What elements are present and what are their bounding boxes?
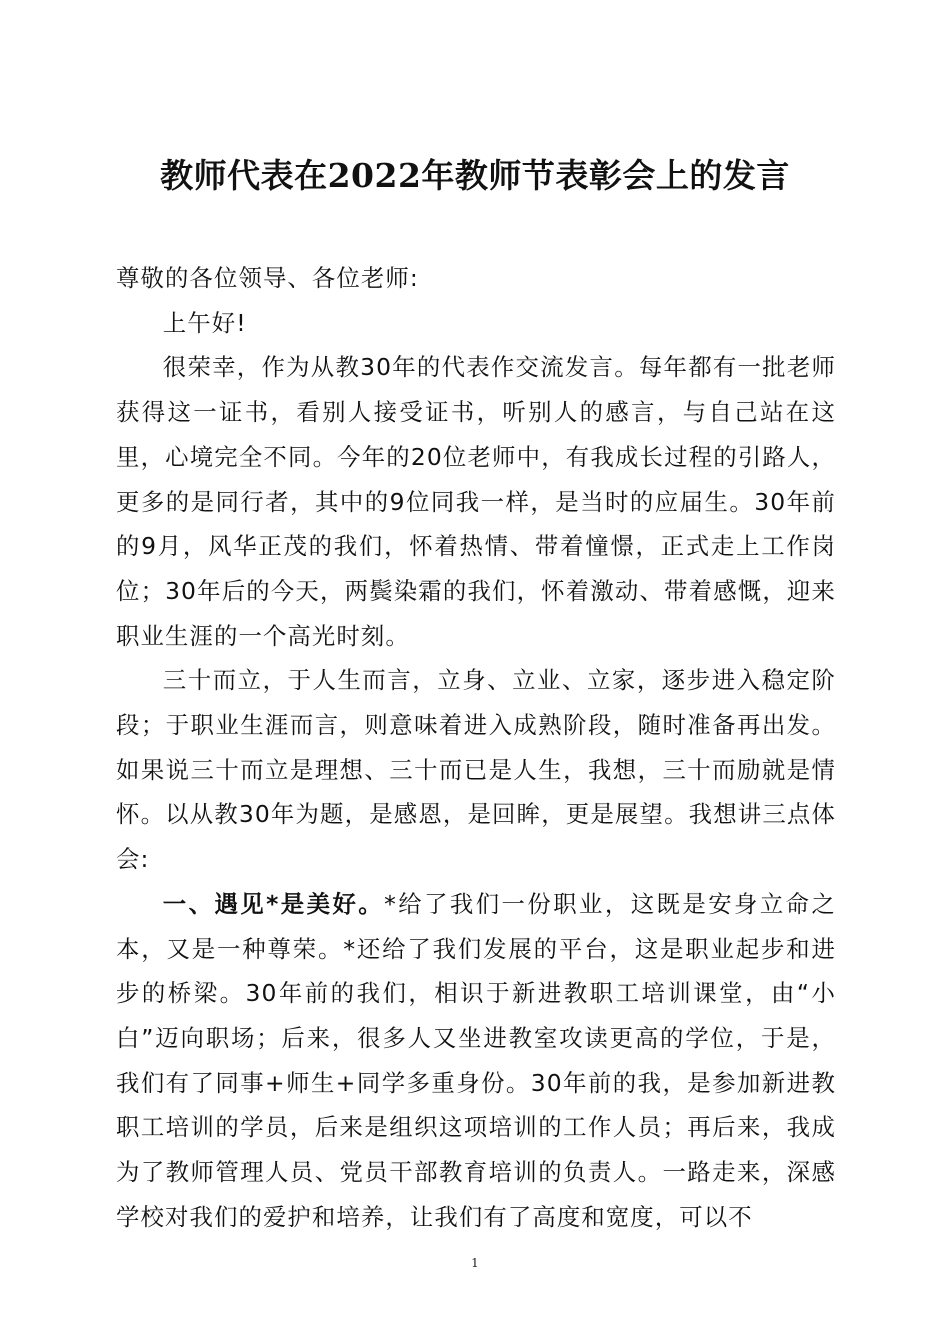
greeting: 上午好! [162, 308, 247, 337]
document-title: 教师代表在2022年教师节表彰会上的发言 [160, 156, 790, 195]
document-body [116, 256, 836, 1239]
paragraph-intro: 很荣幸，作为从教30年的代表作交流发言。每年都有一批老师获得这一证书，看别人接受证书，听别人的感言，与自己站在这里，心境完全不同。今年的20位老师中，有我成长过程的引路人，更多的是同行者，其中的9位同我一样，是当时的应届生。30年前的9月，风华正茂的我们，怀着热情、带着憧憬，正式走上工作岗位；30年后的今天，两鬓染霜的我们，怀着激动、带着感慨，迎来职业生涯的一个高光时刻。 [116, 353, 836, 650]
paragraph-thirty: 三十而立，于人生而言，立身、立业、立家，逐步进入稳定阶段；于职业生涯而言，则意味着进入成熟阶段，随时准备再出发。如果说三十而立是理想、三十而已是人生，我想，三十而励就是情怀。以从教30年为题，是感恩，是回眸，更是展望。我想讲三点体会: [116, 666, 836, 874]
paragraph-point-one [116, 882, 836, 1240]
point-one-heading: 一、遇见*是美好。 [162, 889, 385, 918]
salutation: 尊敬的各位领导、各位老师: [116, 264, 419, 292]
page-number: 1 [471, 1256, 479, 1270]
point-one-text: *给了我们一份职业，这既是安身立命之本，又是一种尊荣。*还给了我们发展的平台，这是职业起步和进步的桥梁。30年前的我们，相识于新进教职工培训课堂，由“小白”迈向职场；后来，很多人又坐进教室攻读更高的学位，于是，我们有了同事+师生+同学多重身份。30年前的我，是参加新进教职工培训的学员，后来是组织这项培训的工作人员；再后来，我成为了教师管理人员、党员干部教育培训的负责人。一路走来，深感学校对我们的爱护和培养，让我们有了高度和宽度，可以不 [116, 889, 836, 1231]
